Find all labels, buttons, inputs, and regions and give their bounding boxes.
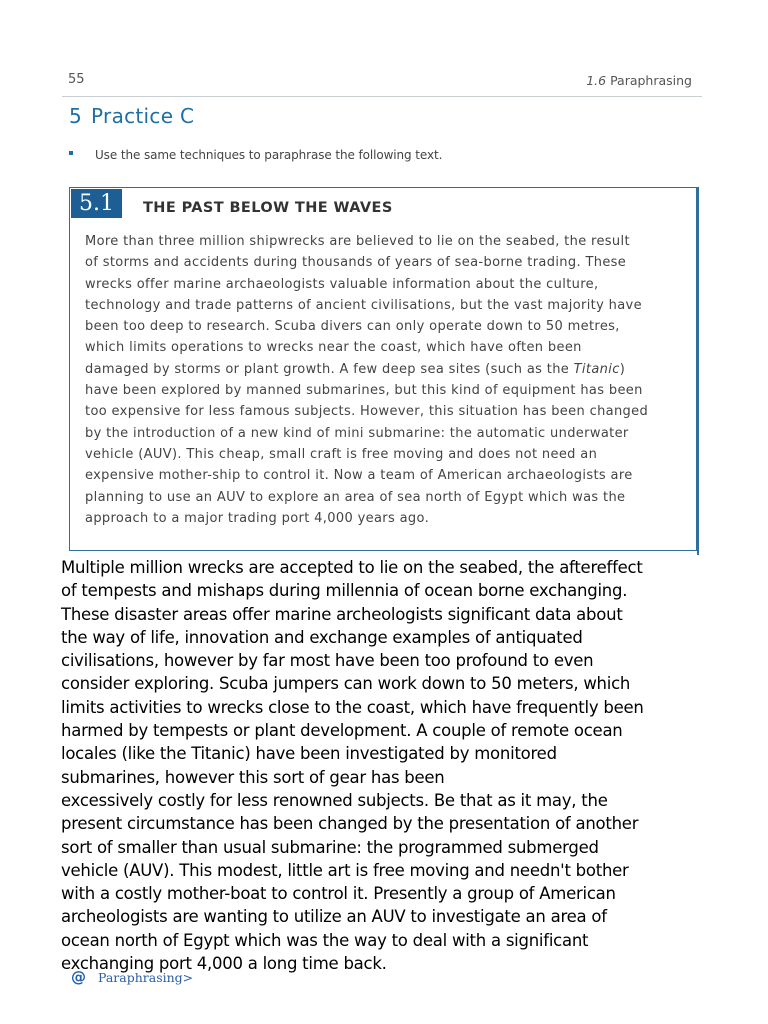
passage-line — [85, 401, 691, 422]
paraphrase-line: the way of life, innovation and exchange examples of antiquated — [61, 627, 583, 647]
paraphrase-text — [61, 556, 711, 975]
footer-link[interactable] — [71, 968, 193, 986]
paraphrase-line: sort of smaller than usual submarine: the programmed submerged — [61, 837, 599, 857]
passage-box-right-rule — [697, 187, 699, 555]
passage-line-segment: ) — [619, 361, 626, 377]
passage-line-segment: damaged by storms or plant growth. A few deep sea sites (such as the — [85, 361, 574, 377]
paraphrase-line: consider exploring. Scuba jumpers can work down to 50 meters, which — [61, 674, 631, 694]
bullet-square-icon — [69, 151, 73, 155]
passage-italic-text: Titanic — [573, 361, 620, 377]
running-head — [586, 73, 692, 88]
passage-box-number: 5.1 — [71, 189, 122, 218]
passage-text — [85, 231, 691, 529]
paraphrase-line: ocean north of Egypt which was the way to deal with a significant — [61, 930, 589, 950]
paraphrase-line: exchanging port 4,000 a long time back. — [61, 954, 387, 974]
paraphrase-line: harmed by tempests or plant development. A couple of remote ocean — [61, 721, 623, 741]
paraphrase-line: excessively costly for less renowned subjects. Be that as it may, the — [61, 790, 608, 810]
footer-link-text[interactable]: Paraphrasing> — [98, 970, 194, 985]
passage-line — [85, 423, 691, 444]
passage-line — [85, 337, 691, 358]
paraphrase-line: limits activities to wrecks close to the coast, which have frequently been — [61, 697, 644, 717]
paraphrase-line: of tempests and mishaps during millennia of ocean borne exchanging. — [61, 581, 628, 601]
passage-line-segment: vehicle (AUV). This cheap, small craft is free moving and does not need an — [85, 446, 598, 462]
passage-line — [85, 487, 691, 508]
passage-line-segment: planning to use an AUV to explore an area of sea north of Egypt which was the — [85, 489, 626, 505]
passage-line — [85, 231, 691, 252]
running-head-section-title: Paraphrasing — [610, 73, 692, 88]
passage-line-segment: too expensive for less famous subjects. However, this situation has been changed — [85, 404, 649, 420]
passage-line-segment: been too deep to research. Scuba divers can only operate down to 50 metres, — [85, 319, 620, 335]
passage-line-segment: technology and trade patterns of ancient civilisations, but the vast majority have — [85, 297, 642, 313]
passage-line — [85, 295, 691, 316]
section-heading-title: Practice C — [91, 104, 195, 128]
paraphrase-line: present circumstance has been changed by the presentation of another — [61, 814, 639, 834]
paraphrase-line: with a costly mother-boat to control it. Presently a group of American — [61, 884, 616, 904]
header-divider — [62, 96, 702, 97]
passage-line-segment: More than three million shipwrecks are believed to lie on the seabed, the result — [85, 234, 630, 249]
passage-box-title: THE PAST BELOW THE WAVES — [143, 200, 393, 216]
passage-line-segment: wrecks offer marine archaeologists valuable information about the culture, — [85, 276, 599, 292]
passage-line-segment: of storms and accidents during thousands of years of sea-borne trading. These — [85, 255, 627, 271]
passage-line — [85, 316, 691, 337]
section-heading-number: 5 — [69, 104, 83, 128]
paraphrase-line: vehicle (AUV). This modest, little art is free moving and needn't bother — [61, 860, 629, 880]
paraphrase-line: These disaster areas offer marine archeologists significant data about — [61, 604, 623, 624]
passage-line-segment: which limits operations to wrecks near the coast, which have often been — [85, 340, 582, 356]
passage-line — [85, 465, 691, 486]
paraphrase-line: Multiple million wrecks are accepted to lie on the seabed, the aftereffect — [61, 558, 643, 577]
passage-line-segment: expensive mother-ship to control it. Now a team of American archaeologists are — [85, 468, 633, 484]
passage-line — [85, 380, 691, 401]
paraphrase-line: locales (like the Titanic) have been investigated by monitored — [61, 744, 557, 764]
paraphrase-line: civilisations, however by far most have been too profound to even — [61, 651, 594, 671]
passage-line-segment: by the introduction of a new kind of mini submarine: the automatic underwater — [85, 425, 629, 441]
page-number: 55 — [68, 72, 85, 87]
passage-line — [85, 274, 691, 295]
passage-line — [85, 508, 691, 529]
passage-line-segment: have been explored by manned submarines, but this kind of equipment has been — [85, 383, 643, 399]
passage-line-segment: approach to a major trading port 4,000 years ago. — [85, 510, 430, 526]
passage-line — [85, 444, 691, 465]
paraphrase-line: submarines, however this sort of gear has been — [61, 767, 445, 787]
running-head-section-number: 1.6 — [586, 73, 607, 88]
paraphrase-line: archeologists are wanting to utilize an AUV to investigate an area of — [61, 907, 607, 927]
instruction-text: Use the same techniques to paraphrase the following text. — [95, 148, 443, 162]
section-heading — [69, 104, 194, 128]
passage-line — [85, 252, 691, 273]
at-sign-icon: @ — [71, 968, 86, 986]
passage-line — [85, 359, 691, 380]
